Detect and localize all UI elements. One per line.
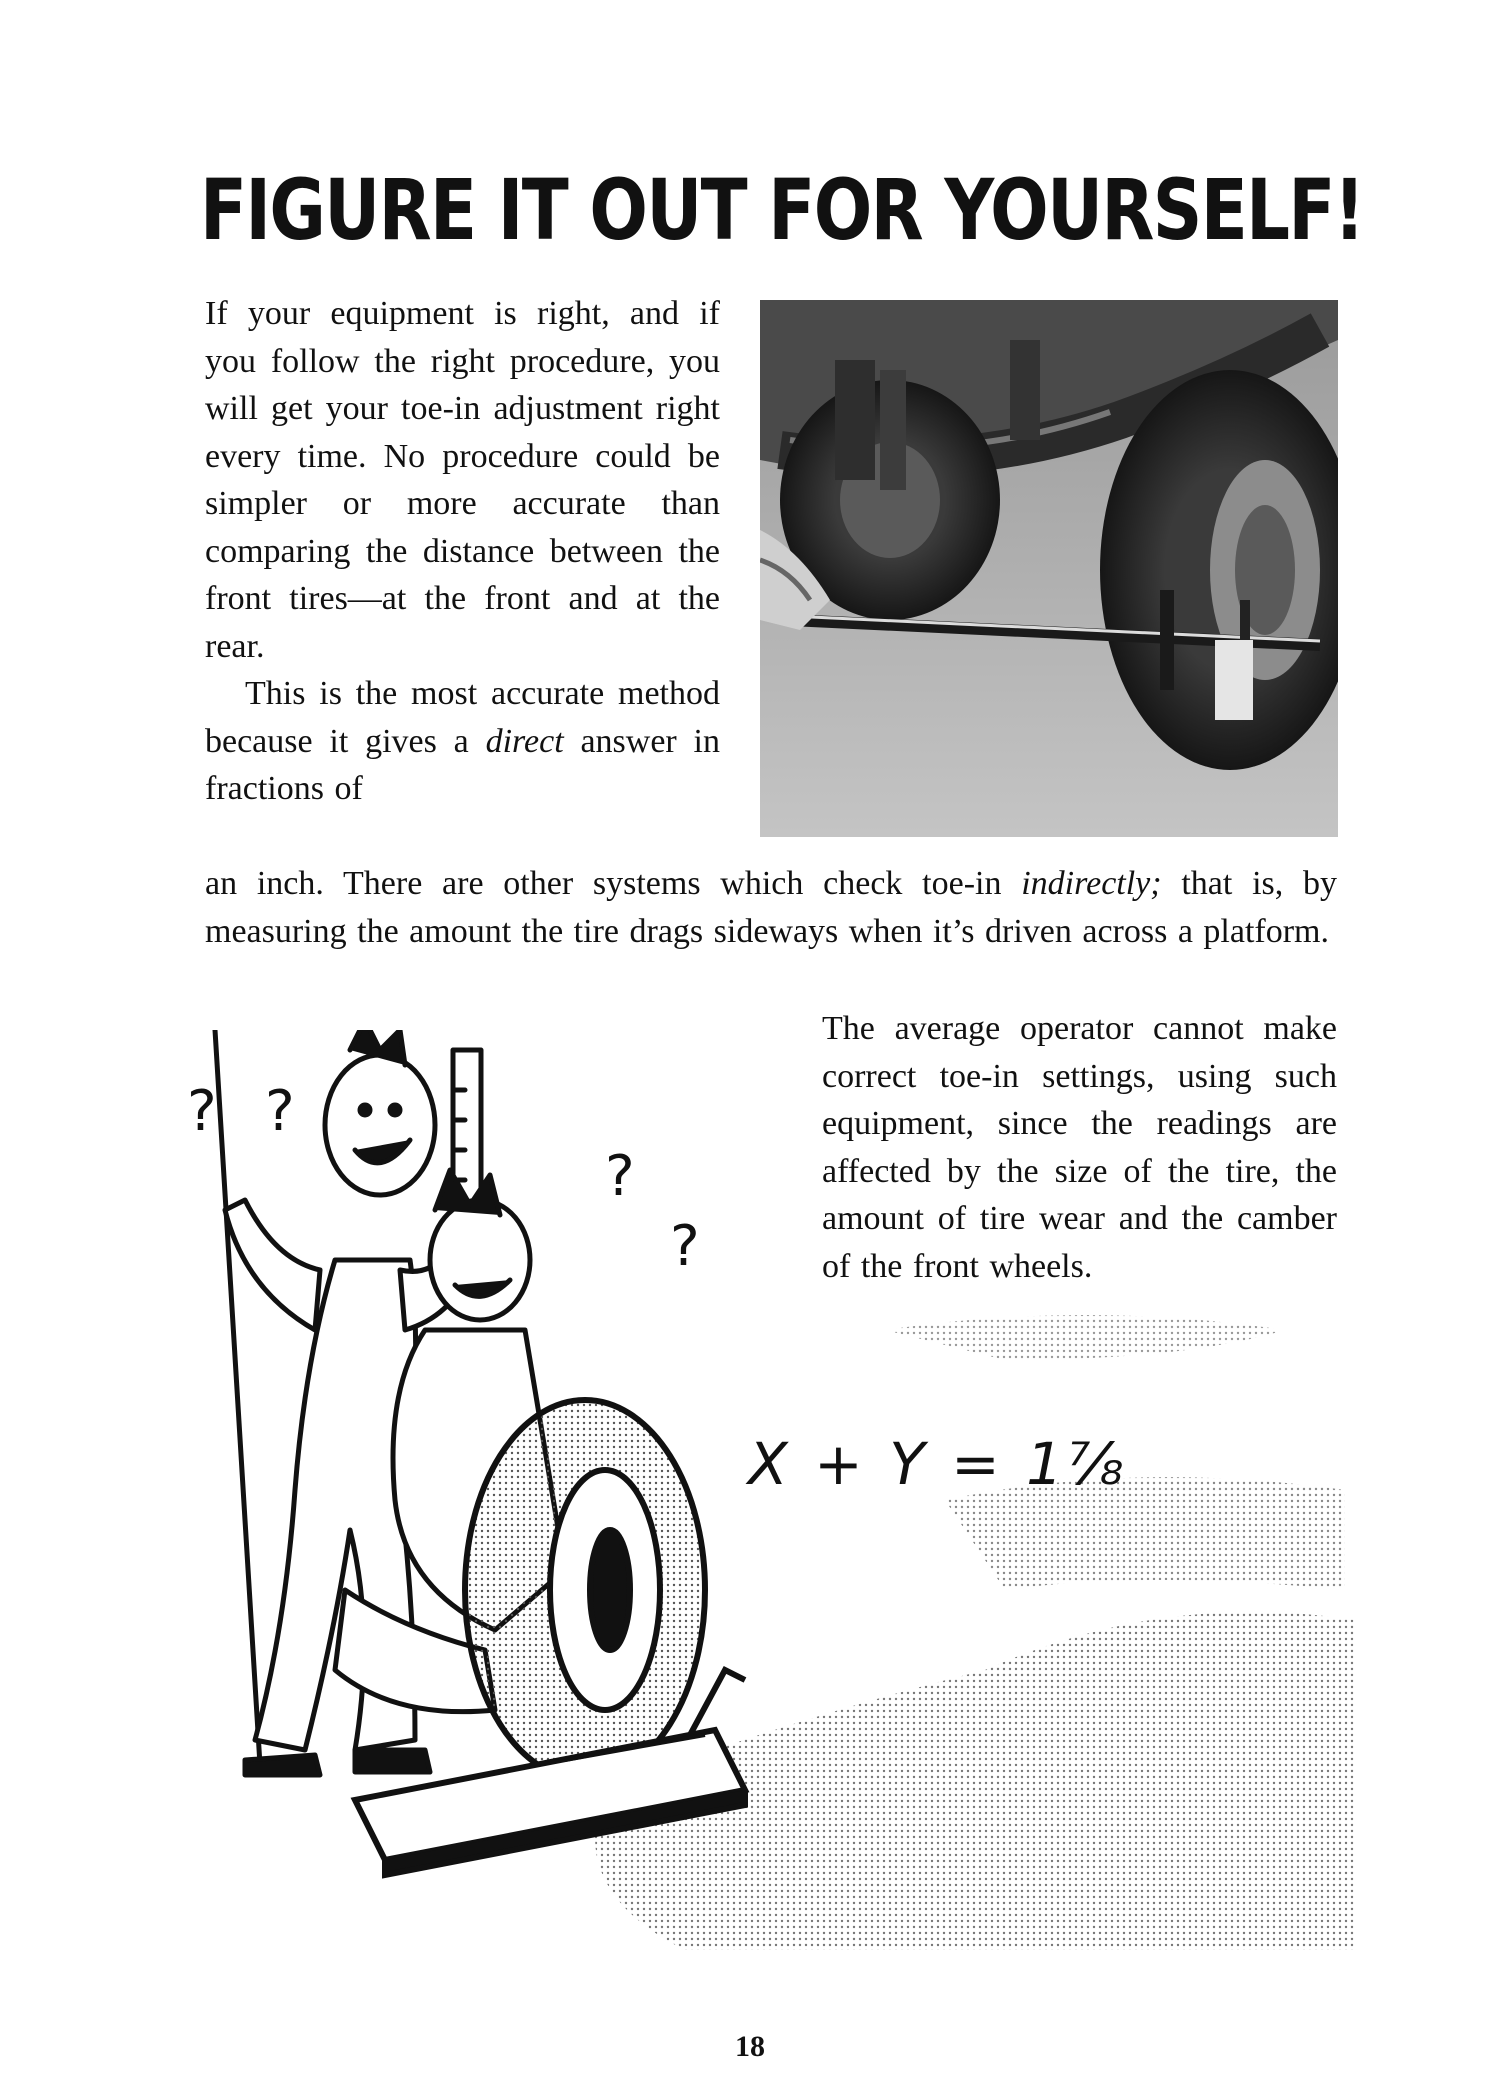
- intro-paragraph: [205, 290, 720, 813]
- page-number: 18: [735, 2030, 765, 2063]
- question-mark-3: ?: [605, 1144, 635, 1209]
- toe-in-equation: X + Y = 1⅞: [748, 1430, 1128, 1498]
- emphasis-indirectly: indirectly;: [1021, 865, 1162, 902]
- intro-text-1: If your equipment is right, and if you follow the right procedure, you will get your toe-in adjustment right every time. No procedure could be simpler or more accurate than comparing the distance between the front tires—at the front and at the rear.: [205, 295, 720, 665]
- intro-text-2: This is the most accurate method because it gives a: [205, 675, 720, 760]
- indirect-method-paragraph: [205, 860, 1337, 955]
- question-mark-1: ?: [187, 1079, 217, 1144]
- question-mark-4: ?: [670, 1214, 700, 1279]
- page-title: FIGURE IT OUT FOR YOURSELF!: [200, 161, 1364, 259]
- intro-text-3: answer in fractions of: [205, 722, 720, 807]
- question-mark-2: ?: [265, 1079, 295, 1144]
- operator-paragraph: The average operator cannot make correct toe-in settings, using such equipment, since the readings are affected by the size of the tire, the amount of tire wear and the camber of the front wheels.: [822, 1010, 1337, 1285]
- toe-in-gauge-photo: [760, 300, 1338, 837]
- indirect-text-1: an inch. There are other systems which check toe-in: [205, 865, 1002, 902]
- indirect-text-2: that is, by measuring the amount the tire drags sideways when it’s driven across a platform.: [205, 865, 1337, 950]
- emphasis-direct: direct: [485, 722, 564, 760]
